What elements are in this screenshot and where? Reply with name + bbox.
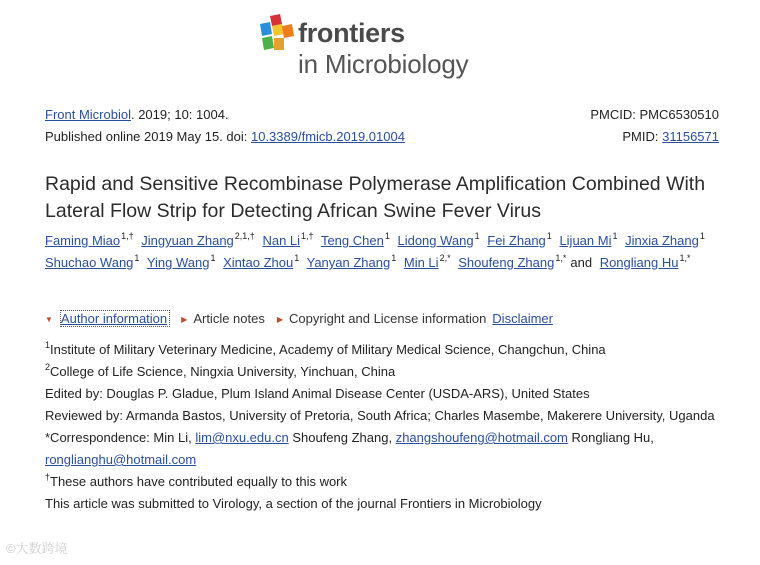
author-affiliation-marker: 1,*	[679, 253, 691, 263]
author-affiliation-marker: 1	[546, 231, 552, 241]
journal-link[interactable]: Front Microbiol	[45, 107, 131, 122]
author-entry	[458, 255, 566, 270]
published-prefix: Published online 2019 May 15. doi:	[45, 129, 251, 144]
author-entry	[404, 255, 451, 270]
info-tabs	[45, 311, 559, 326]
disclaimer-link[interactable]: Disclaimer	[492, 311, 553, 326]
author-affiliation-marker: 1,†	[301, 231, 314, 241]
author-entry	[307, 255, 397, 270]
triangle-right-icon: ▶	[276, 315, 284, 324]
author-link[interactable]: Faming Miao	[45, 233, 121, 248]
author-affiliation-marker: 1	[294, 253, 300, 263]
citation-line	[45, 107, 229, 122]
author-link[interactable]: Nan Li	[262, 233, 301, 248]
tab-author-information[interactable]: Author information	[60, 311, 168, 326]
author-affiliation-marker: 1,†	[121, 231, 134, 241]
author-affiliation-marker: 1	[391, 253, 397, 263]
author-affiliation-marker: 1	[134, 253, 140, 263]
author-entry	[625, 233, 705, 248]
triangle-right-icon: ▶	[181, 315, 188, 324]
edited-by: Edited by: Douglas P. Gladue, Plum Island Animal Disease Center (USDA-ARS), United States	[45, 386, 590, 401]
author-entry	[600, 255, 691, 270]
author-affiliation-marker: 1	[210, 253, 216, 263]
author-entry	[45, 233, 134, 248]
submission-note: This article was submitted to Virology, a section of the journal Frontiers in Microbiology	[45, 496, 542, 511]
author-entry	[141, 233, 255, 248]
email-link[interactable]: ronglianghu@hotmail.com	[45, 452, 197, 467]
author-information-panel	[45, 339, 735, 515]
pmcid: PMCID: PMC6530510	[590, 107, 719, 122]
doi-link[interactable]: 10.3389/fmicb.2019.01004	[250, 129, 405, 144]
author-link[interactable]: Jingyuan Zhang	[141, 233, 234, 248]
author-link[interactable]: Shuchao Wang	[45, 255, 134, 270]
author-link[interactable]: Rongliang Hu	[599, 255, 679, 270]
pmid-line	[622, 129, 719, 144]
author-and: and	[570, 255, 593, 270]
logo-text-journal: in Microbiology	[298, 49, 469, 79]
author-entry	[487, 233, 552, 248]
author-affiliation-marker: 1	[699, 231, 705, 241]
pmid-link[interactable]: 31156571	[662, 129, 719, 144]
author-affiliation-marker: 1	[474, 231, 480, 241]
tab-copyright[interactable]: Copyright and License information	[289, 311, 487, 326]
article-title: Rapid and Sensitive Recombinase Polymerase Amplification Combined With Lateral Flow Strip for Detecting African Swine Fever Virus	[45, 173, 706, 222]
author-affiliation-marker: 2,*	[439, 253, 451, 263]
author-affiliation-marker: 1,*	[555, 253, 567, 263]
author-entry	[45, 255, 139, 270]
watermark: ©大数跨境	[6, 541, 68, 556]
author-link[interactable]: Jinxia Zhang	[625, 233, 699, 248]
author-link[interactable]: Shoufeng Zhang	[458, 255, 555, 270]
author-list	[45, 230, 725, 274]
author-link[interactable]: Xintao Zhou	[223, 255, 294, 270]
pmid-label: PMID:	[622, 129, 663, 144]
author-link[interactable]: Yanyan Zhang	[306, 255, 391, 270]
published-line	[45, 129, 405, 144]
affiliation-1: $^1$Institute of Military Veterinary Medicine, Academy of Military Medical Science, Changchun, China	[45, 340, 606, 357]
correspondence: *Correspondence: Min Li, lim@nxu.edu.cn Shoufeng Zhang, zhangshoufeng@hotmail.com Rongliang Hu, ronglianghu@hotmail.com	[45, 430, 654, 467]
reviewed-by: Reviewed by: Armanda Bastos, University of Pretoria, South Africa; Charles Masembe, Makerere University, Uganda	[45, 408, 715, 423]
logo-text-frontiers: frontiers	[298, 18, 405, 48]
author-link[interactable]: Teng Chen	[320, 233, 384, 248]
email-link[interactable]: zhangshoufeng@hotmail.com	[395, 430, 568, 445]
affiliation-2: $^2$College of Life Science, Ningxia University, Yinchuan, China	[45, 362, 396, 379]
journal-logo	[258, 14, 508, 84]
author-entry	[262, 233, 313, 248]
email-link[interactable]: lim@nxu.edu.cn	[195, 430, 289, 445]
author-affiliation-marker: 1	[612, 231, 618, 241]
citation-details: . 2019; 10: 1004.	[130, 107, 229, 122]
frontiers-logo-icon	[258, 14, 296, 56]
author-link[interactable]: Fei Zhang	[487, 233, 546, 248]
author-link[interactable]: Min Li	[403, 255, 439, 270]
author-link[interactable]: Lidong Wang	[397, 233, 474, 248]
author-link[interactable]: Ying Wang	[146, 255, 210, 270]
author-entry	[147, 255, 216, 270]
author-affiliation-marker: 1	[384, 231, 390, 241]
author-entry	[559, 233, 617, 248]
author-entry	[397, 233, 479, 248]
author-affiliation-marker: 2,1,†	[234, 231, 255, 241]
author-entry	[223, 255, 299, 270]
equal-contribution-note: †These authors have contributed equally to this work	[45, 472, 348, 489]
tab-article-notes[interactable]: Article notes	[193, 311, 265, 326]
triangle-down-icon: ▼	[45, 315, 53, 324]
author-link[interactable]: Lijuan Mi	[559, 233, 612, 248]
author-entry	[321, 233, 390, 248]
